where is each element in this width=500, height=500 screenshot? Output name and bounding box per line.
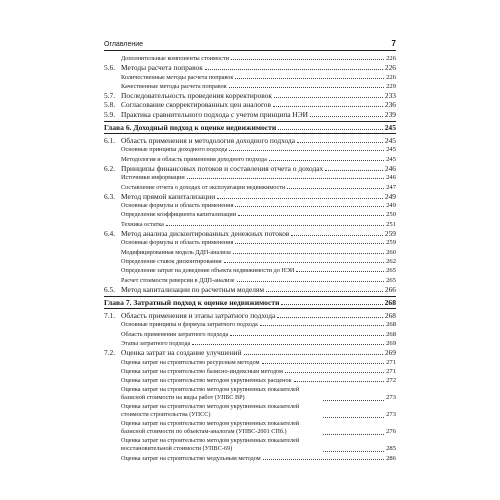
toc-entry-title: Оценка затрат на создание улучшений (121, 348, 242, 358)
dot-leader (233, 253, 384, 254)
dot-leader (266, 291, 383, 292)
dot-leader (277, 317, 383, 318)
dot-leader (310, 116, 383, 117)
dot-leader (274, 97, 383, 98)
toc-entry-title: Согласование скорректированных цен аналогов (121, 100, 271, 110)
toc-entry-page: 285 (386, 445, 396, 453)
toc-subsection (104, 330, 396, 339)
dot-leader (205, 69, 383, 70)
toc-entry-title: Основные формулы и область применения (121, 202, 234, 210)
toc-subsection (104, 420, 396, 437)
toc-subsection (104, 220, 396, 229)
dot-leader (287, 188, 384, 189)
toc-entry-page: 276 (386, 428, 396, 436)
toc-entry-page: 265 (386, 267, 396, 275)
toc-entry-title: Глава 7. Затратный подход к оценке недвижимости (104, 298, 280, 308)
toc-entry-page: 245 (386, 155, 396, 163)
toc-entry-title: Основные принципы доходного подхода (121, 146, 228, 154)
toc-entry-page: 262 (386, 257, 396, 265)
toc-entry-title: Методология и область применения доходного подхода (121, 155, 267, 163)
toc-subsection (104, 257, 396, 266)
dot-leader (235, 78, 384, 79)
dot-leader (192, 344, 384, 345)
toc-section-number: 7.1. (104, 311, 116, 321)
toc-entry-title: Метод анализа дисконтированных денежных потоков (121, 229, 290, 239)
dot-leader (296, 271, 384, 272)
toc-subsection (104, 367, 396, 376)
toc-subsection (104, 54, 396, 63)
toc-subsection (104, 210, 396, 219)
toc-entry-title: Техника остатка (121, 220, 164, 228)
toc-chapter (104, 121, 396, 134)
dot-leader (187, 178, 384, 179)
toc-entry-page: 269 (384, 348, 396, 358)
toc-entry-page: 250 (386, 211, 396, 219)
dot-leader (323, 400, 384, 401)
toc-entry-title: Дополнительные компоненты стоимости (121, 55, 229, 62)
dot-leader (229, 150, 384, 151)
toc-entry-page: 247 (386, 183, 396, 191)
toc-entry-page: 249 (386, 202, 396, 210)
toc-section-number: 6.5. (104, 284, 116, 294)
dot-leader (224, 262, 385, 263)
toc-entry-page: 260 (386, 248, 396, 256)
toc-entry-title: Оценка затрат на строительство методом укрупненных показателей базисной стоимости на виды работ (УПБС ВР) (121, 385, 300, 401)
toc-section-number: 5.7. (104, 91, 116, 101)
dot-leader (273, 106, 383, 107)
toc-entry-page: 226 (386, 73, 396, 81)
toc-entry-title: Количественные методы расчета поправок (121, 73, 234, 81)
dot-leader (297, 142, 383, 143)
toc-subsection (104, 376, 396, 385)
toc-entry-title: Этапы затратного подхода (121, 340, 191, 348)
toc-entry-title: Качественные методы расчета поправок (121, 82, 227, 90)
dot-leader (260, 325, 384, 326)
toc-entry-page: 236 (384, 100, 396, 110)
dot-leader (269, 160, 384, 161)
toc-entry-page: 268 (384, 298, 396, 308)
toc-entry-page: 271 (386, 358, 396, 366)
toc-section (104, 192, 396, 201)
toc-entry-page: 272 (386, 377, 396, 385)
toc-entry-page: 266 (384, 284, 396, 294)
toc-entry-title: Расчет стоимости реверсии в ДДП-анализе (121, 276, 235, 284)
dot-leader (230, 335, 384, 336)
toc-subsection (104, 386, 396, 403)
toc-subsection (104, 358, 396, 367)
dot-leader (262, 363, 385, 364)
dot-leader (281, 304, 382, 305)
toc-entry-title: Составление отчета о доходах от эксплуатации недвижимости (121, 183, 286, 191)
dot-leader (235, 206, 384, 207)
toc-entry-page: 259 (386, 239, 396, 247)
toc-section-number: 6.2. (104, 163, 116, 173)
toc-entry-page: 249 (384, 191, 396, 201)
toc-section-number: 5.8. (104, 100, 116, 110)
toc-entry-page: 245 (386, 146, 396, 154)
toc-subsection (104, 403, 396, 420)
toc-section (104, 136, 396, 145)
toc-entry-title: Последовательность проведения корректировок (121, 91, 272, 101)
toc-section (104, 285, 396, 294)
dot-leader (235, 243, 384, 244)
toc-section (104, 91, 396, 100)
dot-leader (323, 451, 384, 452)
toc-section (104, 311, 396, 320)
toc-entry-page: 286 (386, 454, 396, 462)
dot-leader (229, 87, 384, 88)
dot-leader (237, 281, 385, 282)
dot-leader (217, 198, 383, 199)
toc-section-number: 7.2. (104, 348, 116, 358)
toc-entry-page: 245 (384, 123, 396, 133)
toc-subsection (104, 320, 396, 329)
dot-leader (323, 434, 384, 435)
dot-leader (325, 170, 383, 171)
toc-entry-title: Методы расчета поправок (121, 63, 203, 73)
toc-entry-title: Оценка затрат на строительство методом укрупненных показателей стоимости строительства (УПСС) (121, 402, 300, 418)
toc-entry-title: Оценка затрат на строительство методом укрупненных показателей восстановительной стоимости (УПВС-69) (121, 436, 300, 452)
toc-entry-page: 245 (384, 136, 396, 146)
toc-entry-title: Глава 6. Доходный подход к оценке недвижимости (104, 123, 277, 133)
toc-section-number: 6.3. (104, 191, 116, 201)
toc-entry-page: 273 (386, 411, 396, 419)
toc-entry-title: Метод капитализации по расчетным моделям (121, 284, 265, 294)
toc-section-number: 5.9. (104, 109, 116, 119)
table-of-contents (104, 54, 396, 463)
toc-subsection (104, 145, 396, 154)
toc-subsection (104, 266, 396, 275)
toc-entry-page: 268 (386, 321, 396, 329)
toc-section (104, 63, 396, 72)
toc-subsection (104, 238, 396, 247)
toc-entry-page: 239 (384, 109, 396, 119)
toc-entry-page: 269 (386, 340, 396, 348)
dot-leader (263, 459, 384, 460)
toc-subsection (104, 339, 396, 348)
dot-leader (231, 59, 384, 60)
toc-entry-title: Оценка затрат на строительство ресурсным методом (121, 358, 260, 366)
dot-leader (278, 129, 382, 130)
dot-leader (238, 215, 384, 216)
toc-entry-title: Определение затрат на доведение объекта недвижимости до НЭИ (121, 267, 295, 275)
toc-subsection (104, 454, 396, 463)
toc-entry-title: Оценка затрат на строительство базисно-индексным методом (121, 367, 283, 375)
toc-entry-page: 246 (386, 174, 396, 182)
toc-entry-title: Оценка затрат на строительство методом укрупненных показателей базисной стоимости по объектам-аналогам (УПВС-2001 СПб.) (121, 419, 300, 435)
dot-leader (294, 381, 385, 382)
toc-entry-title: Источники информации (121, 174, 185, 182)
dot-leader (291, 235, 383, 236)
toc-subsection (104, 201, 396, 210)
toc-section (104, 110, 396, 119)
toc-entry-title: Определение ставок дисконтирования (121, 257, 222, 265)
toc-entry-page: 259 (384, 229, 396, 239)
running-header (104, 34, 396, 51)
toc-entry-title: Основные принципы и формула затратного подхода (121, 321, 258, 329)
header-title: Оглавление (104, 41, 144, 48)
toc-entry-title: Область применения и этапы затратного подхода (121, 311, 276, 321)
dot-leader (285, 372, 384, 373)
toc-entry-title: Основные формулы и область применения (121, 239, 234, 247)
toc-entry-page: 233 (384, 91, 396, 101)
toc-section-number: 6.4. (104, 229, 116, 239)
toc-entry-title: Метод прямой капитализации (121, 191, 216, 201)
toc-subsection (104, 248, 396, 257)
toc-entry-page: 268 (384, 311, 396, 321)
toc-chapter (104, 296, 396, 309)
toc-subsection (104, 82, 396, 91)
toc-entry-page: 271 (386, 367, 396, 375)
page-number: 7 (391, 39, 396, 48)
toc-section (104, 348, 396, 357)
toc-subsection (104, 173, 396, 182)
toc-entry-page: 251 (386, 220, 396, 228)
toc-subsection (104, 276, 396, 285)
toc-subsection (104, 437, 396, 454)
toc-section-number: 6.1. (104, 136, 116, 146)
dot-leader (244, 354, 383, 355)
toc-entry-page: 268 (386, 330, 396, 338)
toc-entry-title: Модифицированная модель ДДП-анализа (121, 248, 231, 256)
toc-section (104, 164, 396, 173)
dot-leader (166, 225, 384, 226)
toc-entry-title: Определение коэффициента капитализации (121, 211, 237, 219)
toc-entry-page: 229 (386, 82, 396, 90)
toc-entry-title: Оценка затрат на строительство методом укрупненных расценок (121, 377, 292, 385)
toc-subsection (104, 73, 396, 82)
toc-entry-title: Оценка затрат на строительство модульным методом (121, 454, 261, 462)
toc-entry-page: 265 (386, 276, 396, 284)
toc-entry-title: Область применения и методология доходного подхода (121, 136, 296, 146)
toc-entry-title: Принципы финансовых потоков и составления отчета о доходах (121, 163, 324, 173)
toc-entry-title: Практика сравнительного подхода с учетом принципа НЭИ (121, 109, 308, 119)
toc-entry-page: 273 (386, 394, 396, 402)
toc-section (104, 229, 396, 238)
toc-entry-title: Область применения затратного подхода (121, 330, 229, 338)
toc-section (104, 100, 396, 109)
toc-subsection (104, 183, 396, 192)
toc-entry-page: 246 (384, 163, 396, 173)
toc-entry-page: 226 (384, 63, 396, 73)
toc-entry-page: 226 (386, 55, 396, 62)
toc-section-number: 5.6. (104, 63, 116, 73)
dot-leader (323, 417, 384, 418)
toc-subsection (104, 155, 396, 164)
